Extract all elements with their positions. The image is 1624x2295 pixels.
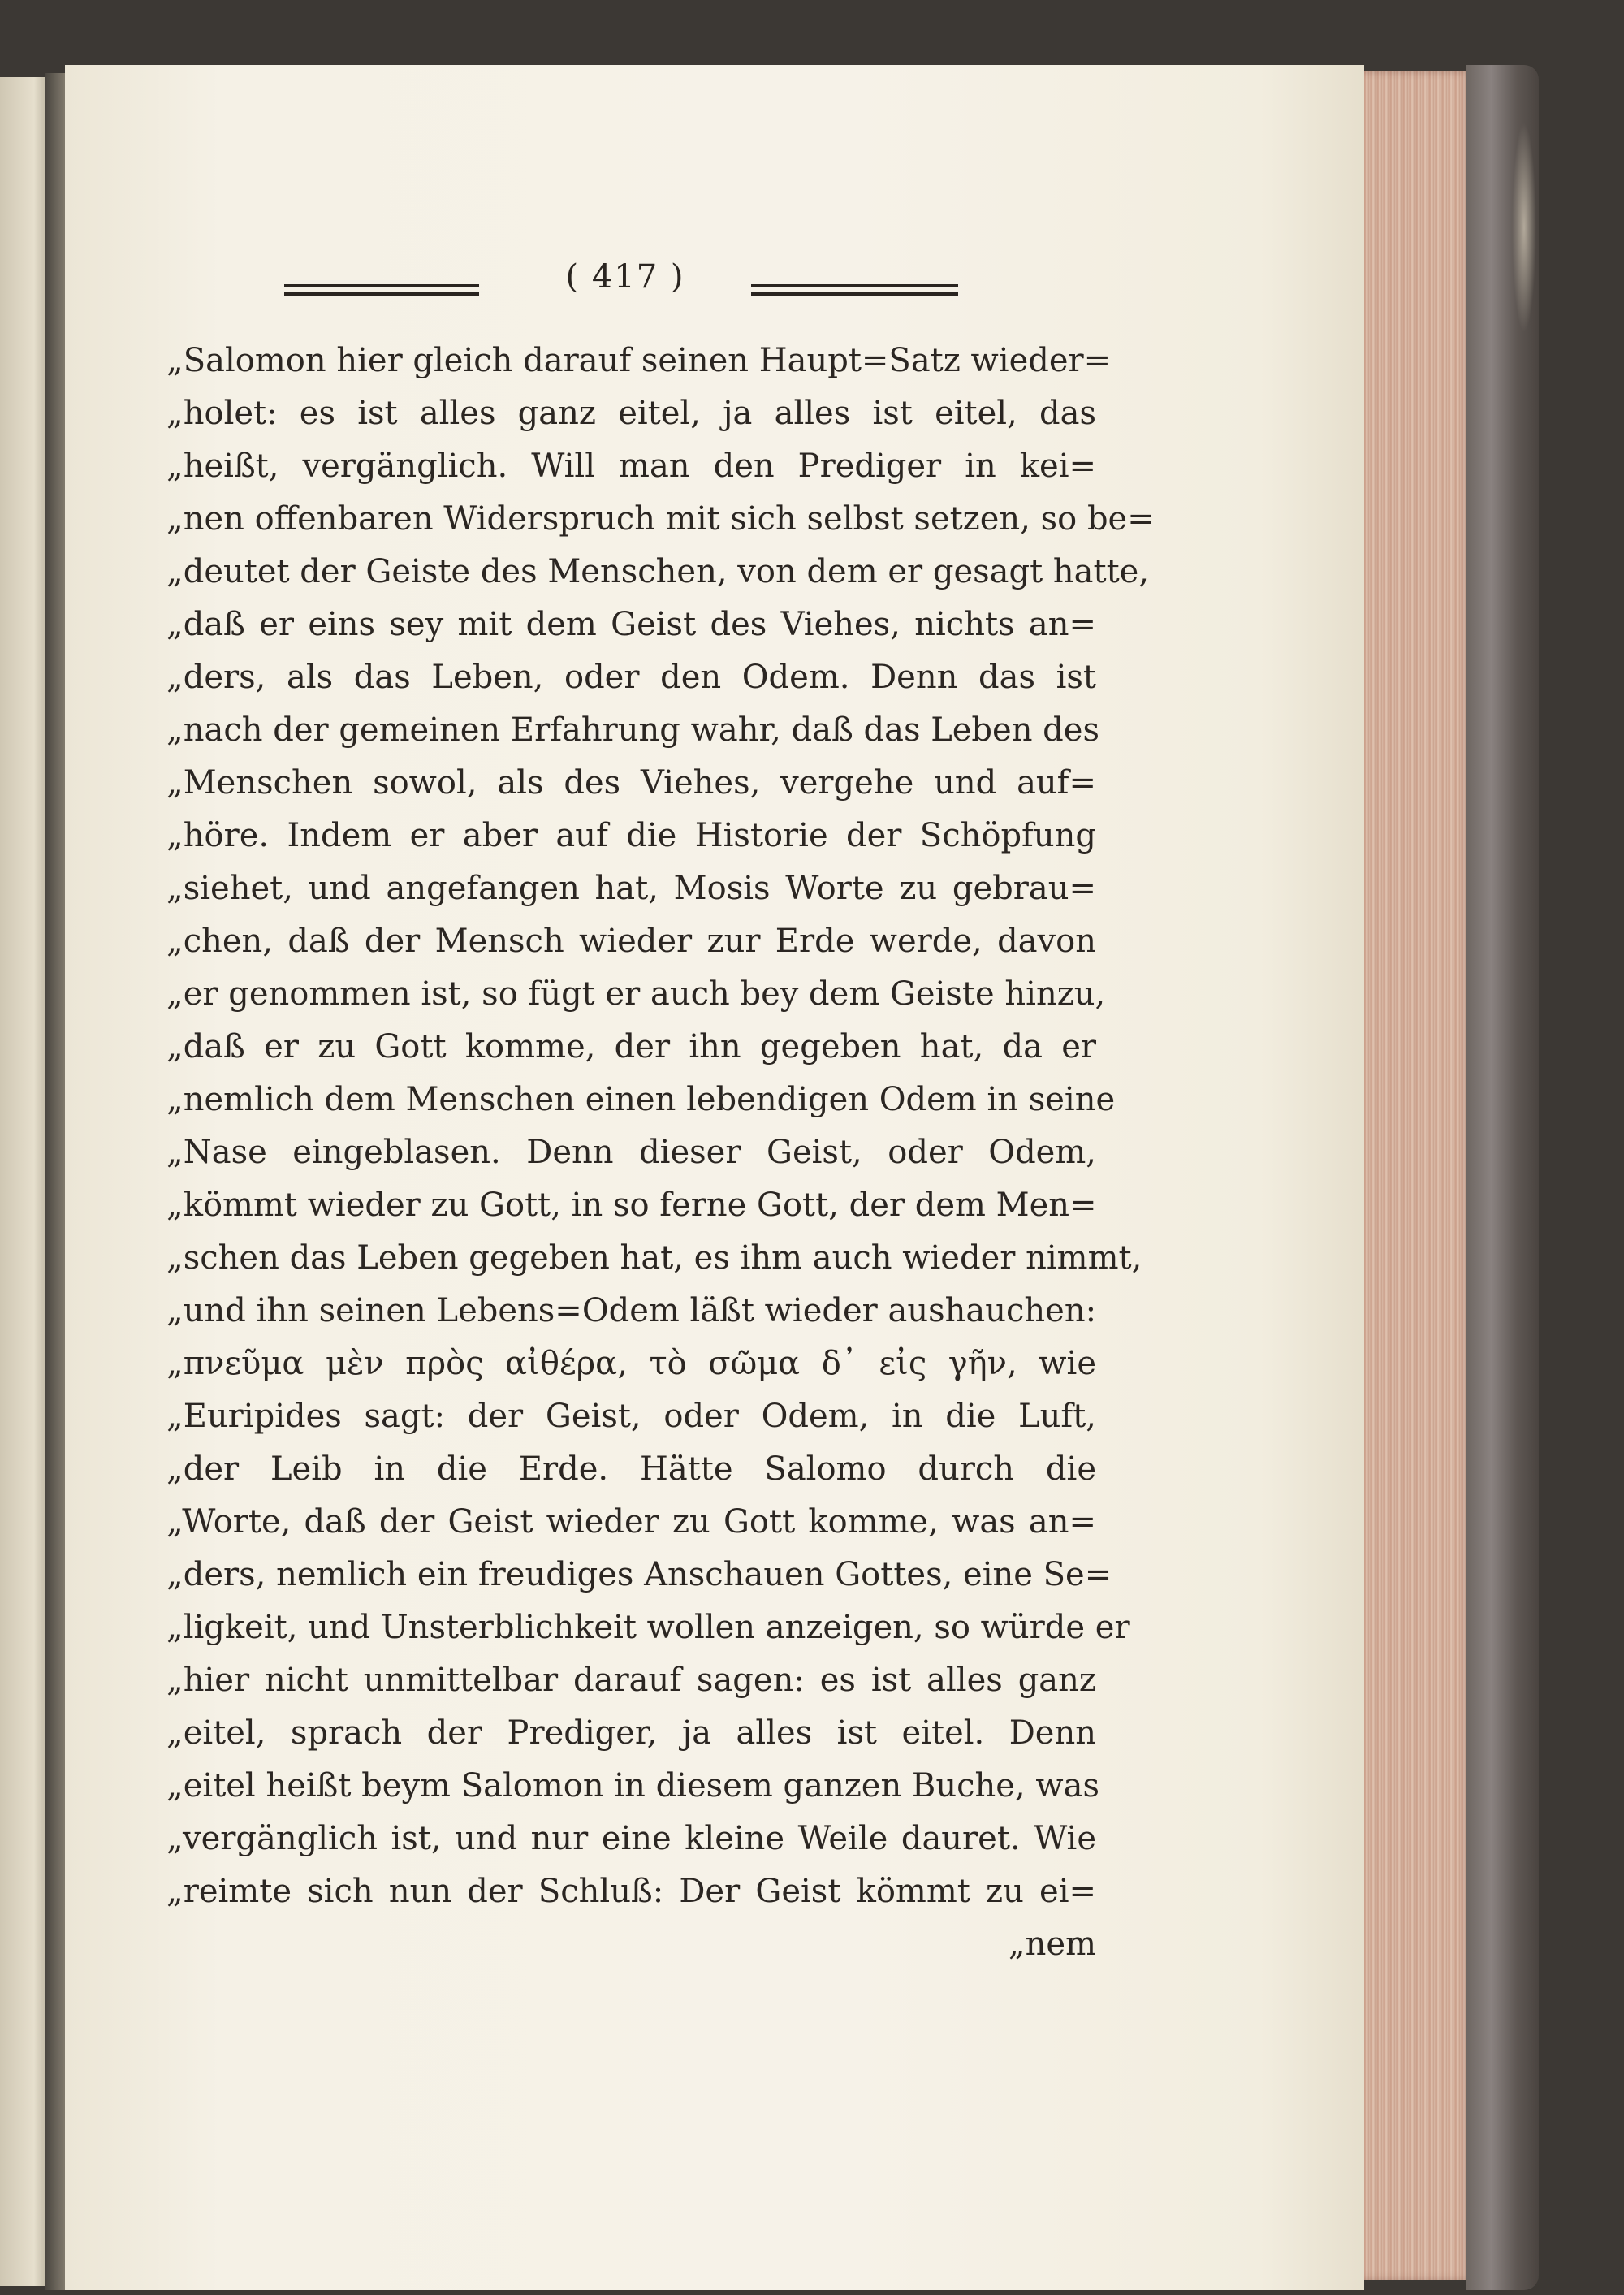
- text-line: „Worte, daß der Geist wieder zu Gott komme, was an=: [166, 1503, 1096, 1541]
- header-rule-right: [751, 284, 958, 296]
- text-line: „daß er zu Gott komme, der ihn gegeben hat, da er: [166, 1028, 1096, 1065]
- text-line: „Euripides sagt: der Geist, oder Odem, in die Luft,: [166, 1398, 1096, 1435]
- text-line: „holet: es ist alles ganz eitel, ja alles ist eitel, das: [166, 395, 1096, 432]
- text-line: „hier nicht unmittelbar darauf sagen: es ist alles ganz: [166, 1662, 1096, 1699]
- text-line: „heißt, vergänglich. Will man den Prediger in kei=: [166, 447, 1096, 485]
- text-line: „kömmt wieder zu Gott, in so ferne Gott, der dem Men=: [166, 1186, 1097, 1224]
- text-line: „ders, als das Leben, oder den Odem. Denn das ist: [166, 659, 1096, 696]
- book-cover: [1466, 65, 1539, 2290]
- text-line: „ligkeit, und Unsterblichkeit wollen anzeigen, so würde er: [166, 1609, 1130, 1646]
- text-line: „chen, daß der Mensch wieder zur Erde werde, davon: [166, 923, 1096, 960]
- text-line: „Salomon hier gleich darauf seinen Haupt=Satz wieder=: [166, 342, 1112, 379]
- text-line: „Nase eingeblasen. Denn dieser Geist, oder Odem,: [166, 1134, 1096, 1171]
- text-line: „vergänglich ist, und nur eine kleine Weile dauret. Wie: [166, 1820, 1096, 1857]
- page-number: ( 417 ): [565, 258, 685, 296]
- text-line: „Menschen sowol, als des Viehes, vergehe und auf=: [166, 764, 1096, 802]
- text-line: „eitel heißt beym Salomon in diesem ganzen Buche, was: [166, 1767, 1099, 1804]
- text-line: „und ihn seinen Lebens=Odem läßt wieder aushauchen:: [166, 1292, 1097, 1329]
- text-line: „der Leib in die Erde. Hätte Salomo durch die: [166, 1450, 1096, 1488]
- page-header: [284, 258, 958, 323]
- text-line: „daß er eins sey mit dem Geist des Viehes, nichts an=: [166, 606, 1096, 643]
- text-line: „höre. Indem er aber auf die Historie der Schöpfung: [166, 817, 1096, 854]
- text-line-greek: „πνεῦμα μὲν πρὸς αἰθέρα, τὸ σῶμα δ᾽ εἰς γῆν, wie: [166, 1345, 1096, 1382]
- text-line: „nemlich dem Menschen einen lebendigen Odem in seine: [166, 1081, 1116, 1118]
- text-line: „reimte sich nun der Schluß: Der Geist kömmt zu ei=: [166, 1873, 1096, 1910]
- text-line: „ders, nemlich ein freudiges Anschauen Gottes, eine Se=: [166, 1556, 1112, 1593]
- body-text: [166, 335, 1155, 1971]
- catchword: „nem: [1008, 1925, 1096, 1963]
- text-line: „nach der gemeinen Erfahrung wahr, daß das Leben des: [166, 711, 1099, 749]
- text-line: „eitel, sprach der Prediger, ja alles ist eitel. Denn: [166, 1714, 1096, 1752]
- page-block-edges: [1356, 71, 1471, 2280]
- text-line: „er genommen ist, so fügt er auch bey dem Geiste hinzu,: [166, 975, 1106, 1013]
- text-line: „deutet der Geiste des Menschen, von dem er gesagt hatte,: [166, 553, 1150, 590]
- header-rule-left: [284, 284, 479, 296]
- cover-wear: [1512, 122, 1536, 333]
- text-line: „schen das Leben gegeben hat, es ihm auch wieder nimmt,: [166, 1239, 1142, 1277]
- text-line: „nen offenbaren Widerspruch mit sich selbst setzen, so be=: [166, 500, 1155, 538]
- left-page-edge: [0, 77, 49, 2286]
- text-line: „siehet, und angefangen hat, Mosis Worte zu gebrau=: [166, 870, 1096, 907]
